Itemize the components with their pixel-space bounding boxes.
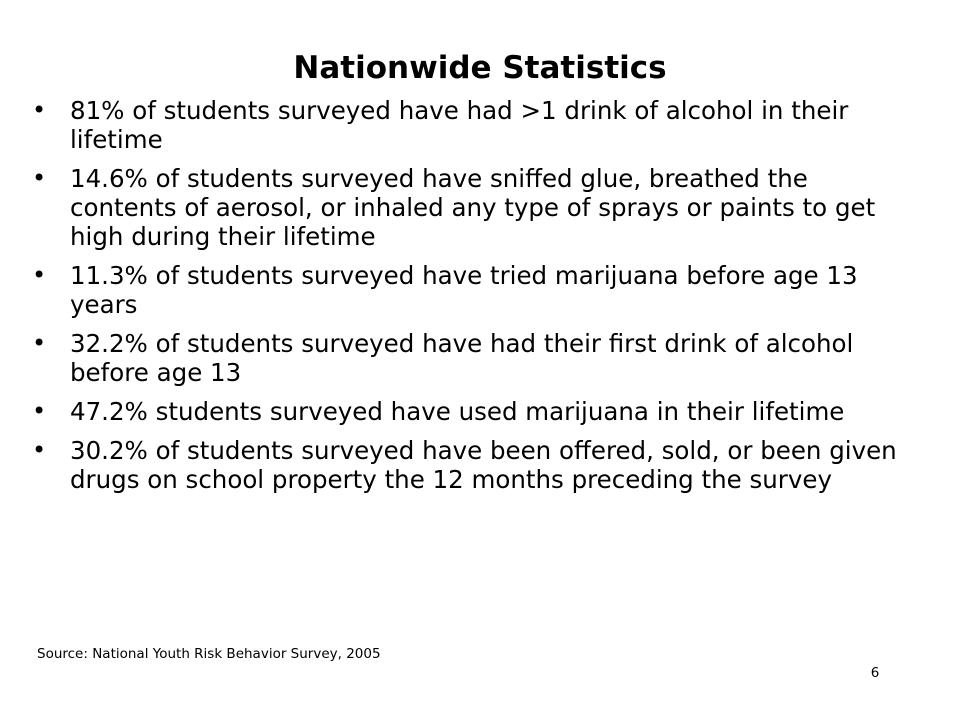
bullet-text: 30.2% of students surveyed have been offered, sold, or been given drugs on school property the 12 months preceding the survey [70,436,897,494]
bullet-item [30,397,910,426]
slide-title: Nationwide Statistics [293,50,667,86]
bullet-item [30,436,910,494]
bullet-dot-icon: • [32,436,47,464]
bullet-item [30,164,910,251]
bullet-text: 14.6% of students surveyed have sniffed glue, breathed the contents of aerosol, or inhaled any type of sprays or paints to get high during their lifetime [70,164,876,251]
bullet-dot-icon: • [32,329,47,357]
bullet-dot-icon: • [32,96,47,124]
bullet-dot-icon: • [32,397,47,425]
page-number: 6 [870,665,880,681]
bullet-text: 81% of students surveyed have had >1 drink of alcohol in their lifetime [70,96,849,154]
bullet-item [30,329,910,387]
bullet-dot-icon: • [32,261,47,289]
bullet-dot-icon: • [32,164,47,192]
bullet-list [30,96,910,504]
source-citation: Source: National Youth Risk Behavior Survey, 2005 [37,646,381,662]
bullet-item [30,261,910,319]
bullet-text: 47.2% students surveyed have used marijuana in their lifetime [70,397,845,426]
bullet-text: 11.3% of students surveyed have tried marijuana before age 13 years [70,261,858,319]
bullet-text: 32.2% of students surveyed have had their first drink of alcohol before age 13 [70,329,854,387]
bullet-item [30,96,910,154]
